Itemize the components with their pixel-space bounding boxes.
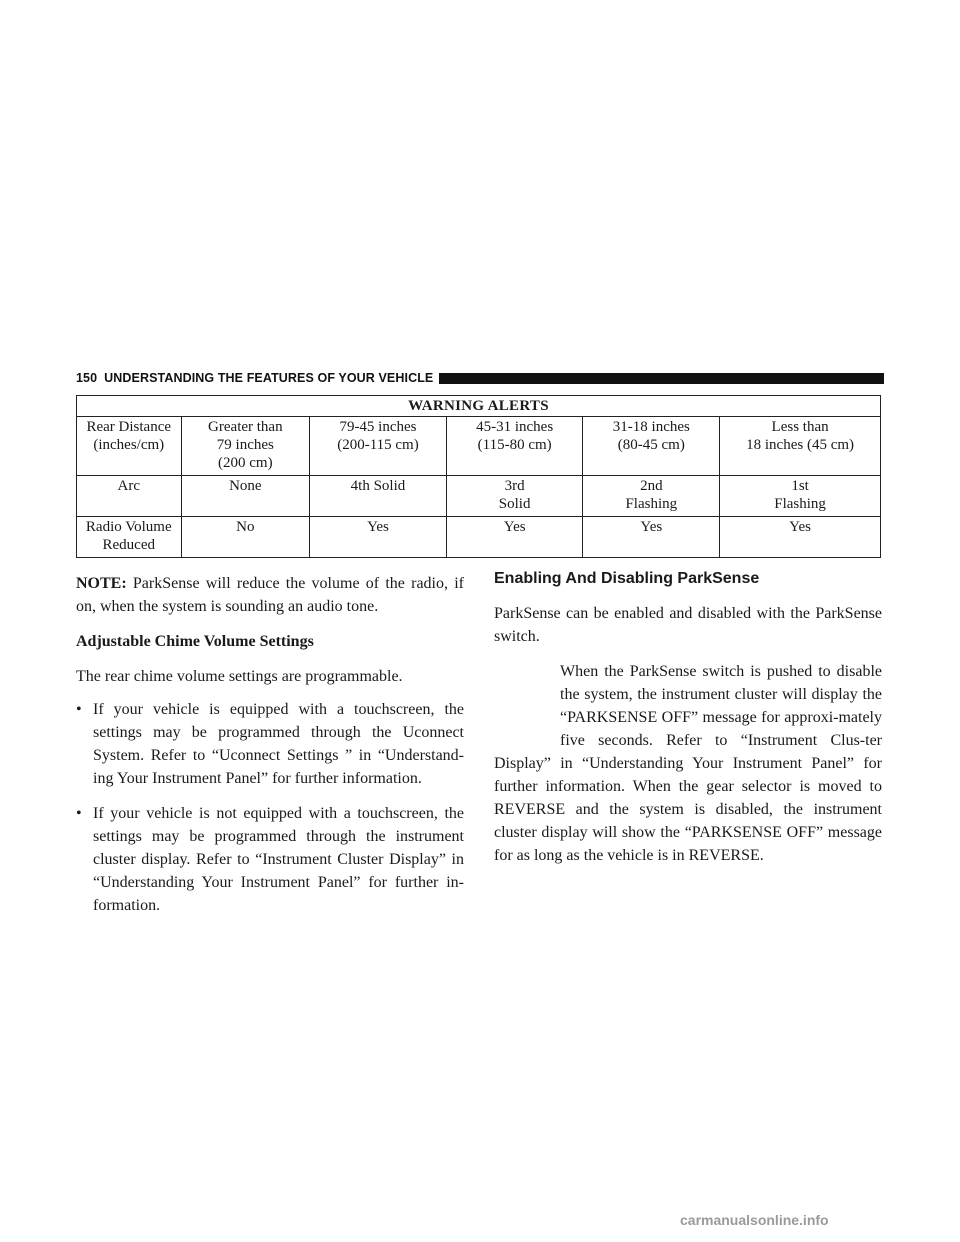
table-cell: Less than 18 inches (45 cm) bbox=[720, 417, 881, 476]
parksense-body-block bbox=[494, 660, 882, 867]
page-number: 150 bbox=[76, 371, 98, 385]
table-cell: Greater than 79 inches (200 cm) bbox=[181, 417, 310, 476]
table-row bbox=[77, 476, 881, 517]
bullet-list bbox=[76, 698, 464, 917]
chime-intro: The rear chime volume settings are programmable. bbox=[76, 668, 403, 685]
parksense-intro: ParkSense can be enabled and disabled with the ParkSense switch. bbox=[494, 605, 882, 645]
table-cell: Yes bbox=[310, 517, 447, 558]
list-item bbox=[76, 802, 464, 917]
watermark: carmanualsonline.info bbox=[680, 1212, 829, 1228]
left-column bbox=[76, 572, 464, 929]
list-item-text: If your vehicle is not equipped with a touchscreen, the settings may be programmed through the instrument cluster display. Refer to “Instrument Cluster Display” in “Understanding Your Instrument Panel” for further in-formation. bbox=[93, 805, 464, 914]
note-paragraph bbox=[76, 572, 464, 618]
table-cell: No bbox=[181, 517, 310, 558]
parksense-body: When the ParkSense switch is pushed to disable the system, the instrument cluster will display the “PARKSENSE OFF” message for approxi-mately five seconds. Refer to “Instrument Clus-ter Display” in “Understanding Your Instrument Panel” for further information. When the gear selector is moved to REVERSE and the system is disabled, the instrument cluster display will show the “PARKSENSE OFF” message for as long as the vehicle is in REVERSE. bbox=[494, 663, 882, 864]
table-title: WARNING ALERTS bbox=[77, 396, 881, 417]
section-title: UNDERSTANDING THE FEATURES OF YOUR VEHICLE bbox=[104, 371, 434, 385]
parksense-switch-icon bbox=[494, 660, 560, 750]
table-cell: Yes bbox=[583, 517, 720, 558]
header-rule bbox=[439, 373, 884, 384]
table-cell: 1st Flashing bbox=[720, 476, 881, 517]
table-cell: Yes bbox=[446, 517, 583, 558]
list-item bbox=[76, 698, 464, 790]
parksense-heading: Enabling And Disabling ParkSense bbox=[494, 570, 760, 587]
chime-settings-heading: Adjustable Chime Volume Settings bbox=[76, 633, 314, 650]
page-header bbox=[76, 369, 884, 387]
table-row bbox=[77, 417, 881, 476]
list-item-text: If your vehicle is equipped with a touchscreen, the settings may be programmed through the Uconnect System. Refer to “Uconnect Settings ” in “Understand-ing Your Instrument Panel” for further information. bbox=[93, 701, 464, 787]
table-cell: 79-45 inches (200-115 cm) bbox=[310, 417, 447, 476]
table-cell: 4th Solid bbox=[310, 476, 447, 517]
warning-alerts-table bbox=[76, 395, 881, 558]
table-cell: 3rd Solid bbox=[446, 476, 583, 517]
table-cell: Arc bbox=[77, 476, 182, 517]
note-text: ParkSense will reduce the volume of the radio, if on, when the system is sounding an audio tone. bbox=[76, 575, 464, 615]
table-cell: Yes bbox=[720, 517, 881, 558]
table-cell: None bbox=[181, 476, 310, 517]
table-cell: 2nd Flashing bbox=[583, 476, 720, 517]
bullet-icon: • bbox=[76, 805, 82, 822]
right-column bbox=[494, 568, 882, 867]
table-cell: Rear Distance (inches/cm) bbox=[77, 417, 182, 476]
bullet-icon: • bbox=[76, 701, 82, 718]
note-label: NOTE: bbox=[76, 575, 127, 592]
table-cell: 45-31 inches (115-80 cm) bbox=[446, 417, 583, 476]
table-row bbox=[77, 517, 881, 558]
table-cell: Radio Volume Reduced bbox=[77, 517, 182, 558]
table-cell: 31-18 inches (80-45 cm) bbox=[583, 417, 720, 476]
